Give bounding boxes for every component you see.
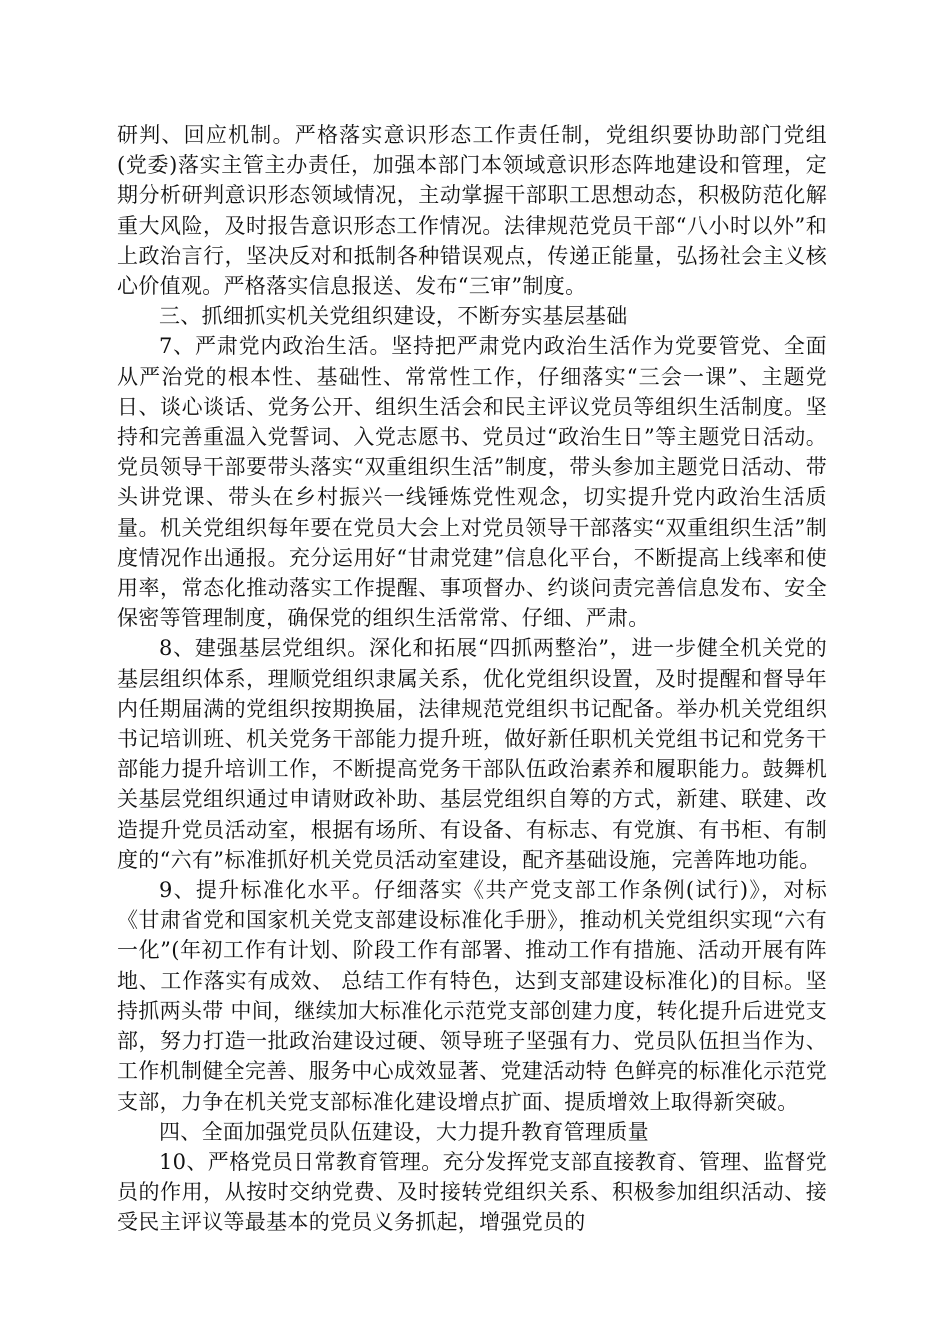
- paragraph-item-10: 10、严格党员日常教育管理。充分发挥党支部直接教育、管理、监督党员的作用，从按时交纳党费、及时接转党组织关系、积极参加组织活动、接受民主评议等最基本的党员义务抓起，增强党员的: [117, 1149, 827, 1235]
- paragraph-item-9: 9、提升标准化水平。仔细落实《共产党支部工作条例(试行)》，对标《甘肃省党和国家机关党支部建设标准化手册》，推动机关党组织实现“六有一化”(年初工作有计划、阶段工作有部署、推动工作有措施、活动开展有阵地、工作落实有成效、 总结工作有特色，达到支部建设标准化)的目标。坚持抓两头带 中间，继续加大标准化示范党支部创建力度，转化提升后进党支部，努力打造一批政治建设过硬、领导班子坚强有力、党员队伍担当作为、工作机制健全完善、服务中心成效显著、党建活动特 色鲜亮的标准化示范党支部，力争在机关党支部标准化建设增点扩面、提质增效上取得新突破。: [117, 878, 827, 1114]
- paragraph-continuation: 研判、回应机制。严格落实意识形态工作责任制，党组织要协助部门党组(党委)落实主管主办责任，加强本部门本领域意识形态阵地建设和管理，定期分析研判意识形态领域情况，主动掌握干部职工思想动态，积极防范化解重大风险，及时报告意识形态工作情况。法律规范党员干部“八小时以外”和上政治言行，坚决反对和抵制各种错误观点，传递正能量，弘扬社会主义核心价值观。严格落实信息报送、发布“三审”制度。: [117, 123, 827, 299]
- section-heading-4: 四、全面加强党员队伍建设，大力提升教育管理质量: [159, 1119, 649, 1144]
- section-heading-3: 三、抓细抓实机关党组织建设，不断夯实基层基础: [159, 304, 628, 329]
- document-body: [117, 120, 827, 1238]
- paragraph-item-8: 8、建强基层党组织。深化和拓展“四抓两整治”，进一步健全机关党的基层组织体系，理顺党组织隶属关系，优化党组织设置，及时提醒和督导年内任期届满的党组织按期换届，法律规范党组织书记配备。举办机关党组织书记培训班、机关党务干部能力提升班，做好新任职机关党组书记和党务干部能力提升培训工作，不断提高党务干部队伍政治素养和履职能力。鼓舞机关基层党组织通过申请财政补助、基层党组织自筹的方式，新建、联建、改造提升党员活动室，根据有场所、有设备、有标志、有党旗、有书柜、有制度的“六有”标准抓好机关党员活动室建设，配齐基础设施，完善阵地功能。: [117, 636, 827, 872]
- paragraph-item-7: 7、严肃党内政治生活。坚持把严肃党内政治生活作为党要管党、全面从严治党的根本性、基础性、常常性工作，仔细落实“三会一课”、主题党日、谈心谈话、党务公开、组织生活会和民主评议党员等组织生活制度。坚持和完善重温入党誓词、入党志愿书、党员过“政治生日”等主题党日活动。党员领导干部要带头落实“双重组织生活”制度，带头参加主题党日活动、带头讲党课、带头在乡村振兴一线锤炼党性观念，切实提升党内政治生活质量。机关党组织每年要在党员大会上对党员领导干部落实“双重组织生活”制度情况作出通报。充分运用好“甘肃党建”信息化平台，不断提高上线率和使用率，常态化推动落实工作提醒、事项督办、约谈问责完善信息发布、安全保密等管理制度，确保党的组织生活常常、仔细、严肃。: [117, 334, 827, 631]
